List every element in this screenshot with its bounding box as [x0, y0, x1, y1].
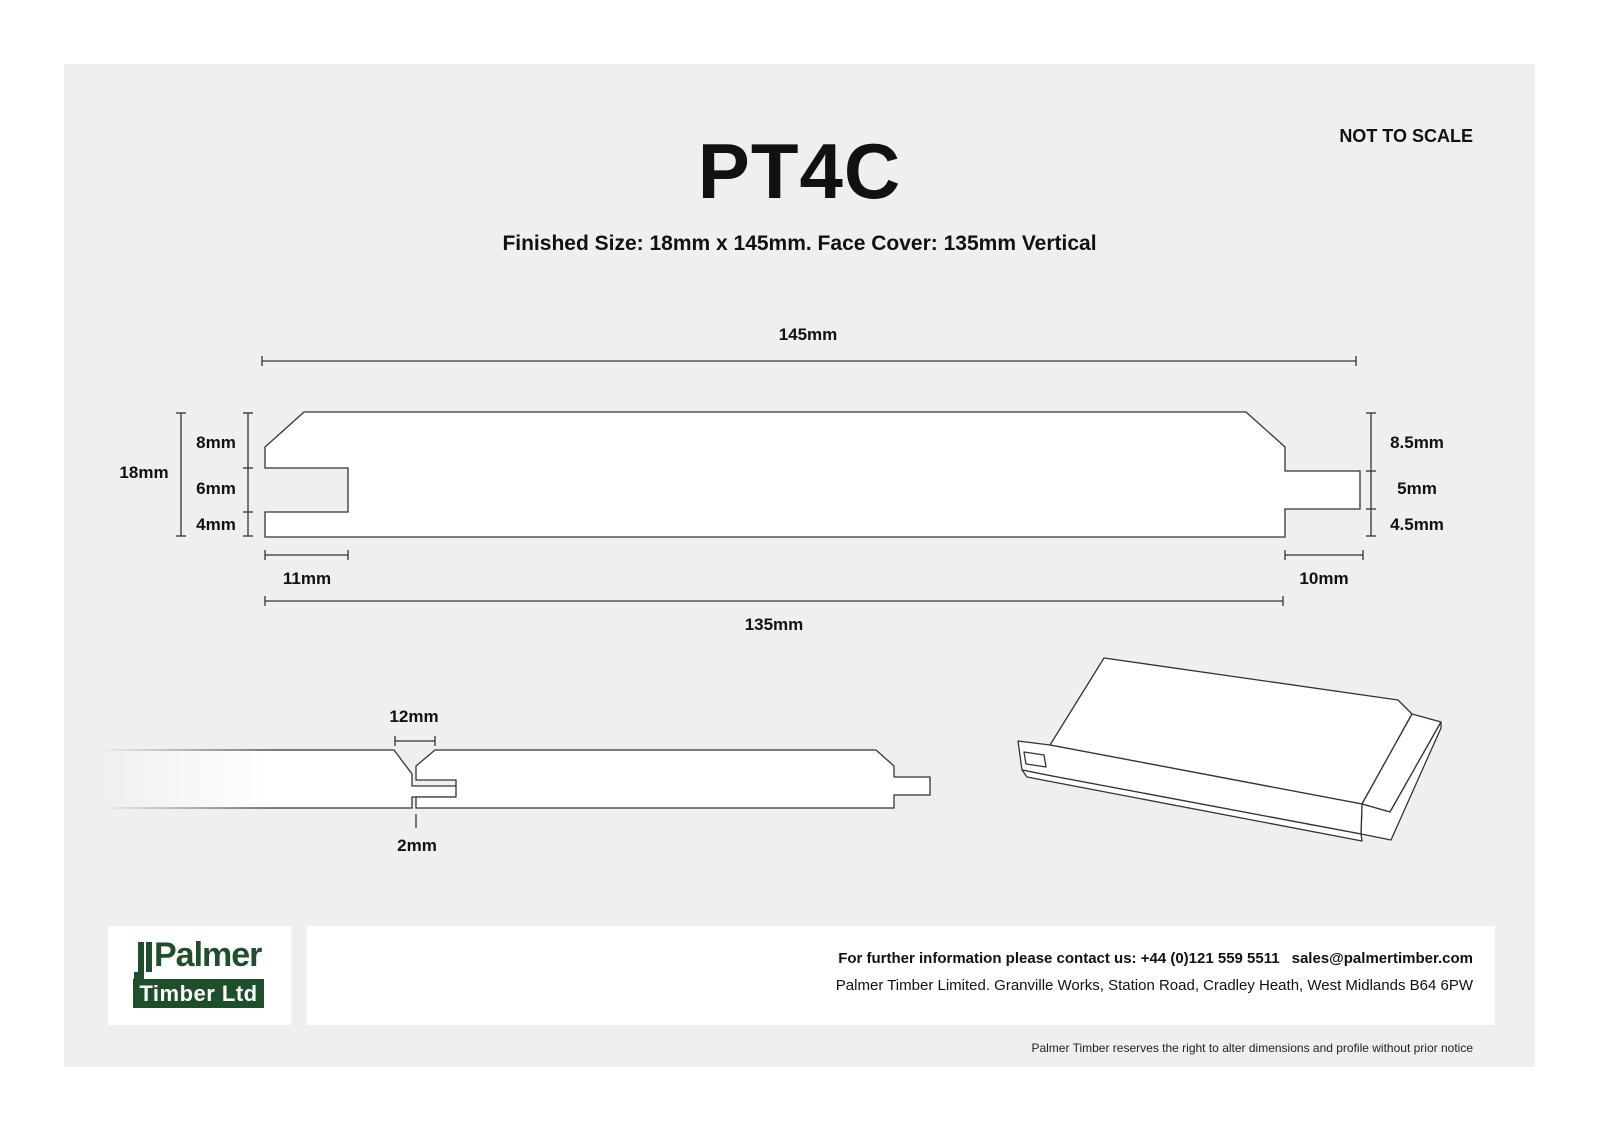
iso-groove-slot	[1024, 752, 1046, 767]
company-address: Palmer Timber Limited. Granville Works, Station Road, Cradley Heath, West Midlands B64 6PW	[835, 977, 1473, 994]
company-logo	[108, 926, 291, 1025]
contact-phone: For further information please contact us: +44 (0)121 559 5511	[838, 950, 1280, 967]
clearance-label: 2mm	[397, 836, 437, 855]
not-to-scale-note: NOT TO SCALE	[1339, 126, 1473, 146]
contact-email-link[interactable]: sales@palmertimber.com	[1291, 950, 1473, 967]
joint-right-board	[416, 750, 930, 808]
product-code-title: PT4C	[697, 127, 902, 215]
thickness-label: 18mm	[119, 463, 169, 482]
face-cover-label: 135mm	[744, 615, 804, 634]
logo-word-palmer: Palmer	[154, 936, 262, 974]
tongue-length-label: 10mm	[1299, 569, 1349, 588]
logo-word-timber: Timber Ltd	[133, 979, 264, 1008]
groove-height-label: 6mm	[196, 479, 236, 498]
board-profile-outline	[265, 412, 1360, 537]
contact-panel	[307, 926, 1495, 1025]
technical-drawing	[64, 64, 1535, 924]
contact-line	[838, 950, 1473, 967]
drawing-sheet	[64, 64, 1535, 1067]
tongue-bottom-label: 4.5mm	[1390, 515, 1444, 534]
groove-depth-label: 11mm	[282, 569, 332, 588]
v-gap-label: 12mm	[389, 707, 439, 726]
joint-fade-overlay	[100, 744, 270, 814]
overall-width-label: 145mm	[778, 325, 838, 344]
disclaimer-note: Palmer Timber reserves the right to alter dimensions and profile without prior notice	[1031, 1041, 1473, 1055]
logo-mark-icon	[134, 942, 154, 980]
groove-top-label: 8mm	[196, 433, 236, 452]
tongue-height-label: 5mm	[1397, 479, 1437, 498]
finished-size-subtitle: Finished Size: 18mm x 145mm. Face Cover: 135mm Vertical	[502, 232, 1097, 255]
tongue-top-label: 8.5mm	[1390, 433, 1444, 452]
groove-bottom-label: 4mm	[196, 515, 236, 534]
